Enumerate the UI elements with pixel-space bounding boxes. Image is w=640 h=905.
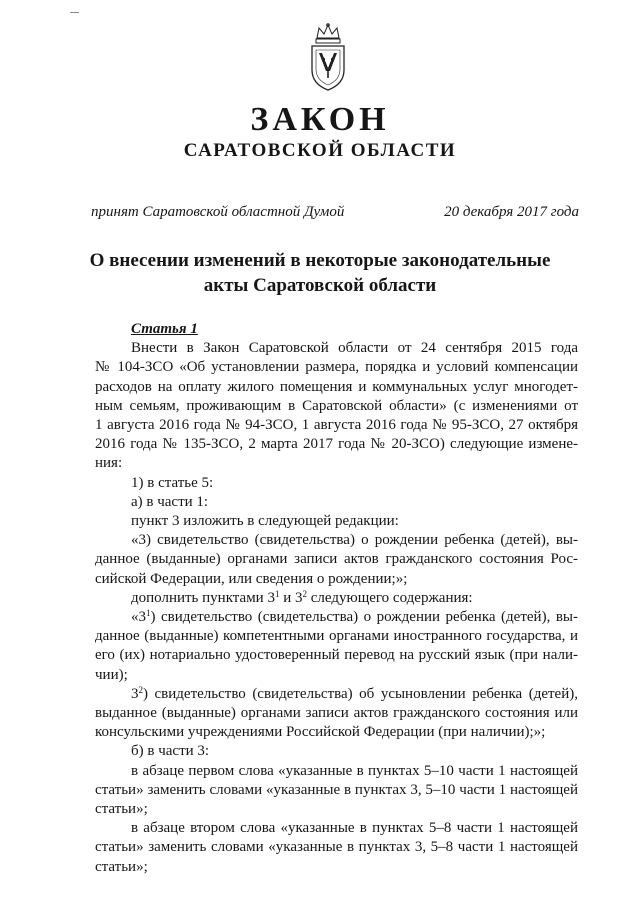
superscript: 1 xyxy=(146,608,151,619)
article-body xyxy=(95,320,578,877)
text-fragment: 3 xyxy=(131,685,139,702)
scan-mark xyxy=(70,12,79,18)
coat-of-arms-emblem xyxy=(303,22,353,92)
text-line: сийской Федерации, или сведения о рождении;»; xyxy=(95,570,408,587)
law-title xyxy=(80,248,560,298)
text-line xyxy=(95,685,578,704)
text-line xyxy=(95,589,578,608)
text-line: в абзаце первом слова «указанные в пунктах 5–10 части 1 настоящей xyxy=(131,762,578,779)
text-fragment: дополнить пунктами 3 xyxy=(131,589,275,606)
text-line: консульскими учреждениями Российской Федерации (при наличии);»; xyxy=(95,724,546,741)
text-line: его (их) нотариально удостоверенный перевод на русский язык (при нали- xyxy=(95,647,578,664)
adoption-date: 20 декабря 2017 года xyxy=(444,204,579,220)
text-line: расходов на оплату жилого помещения и коммунальных услуг многодет- xyxy=(95,378,578,395)
text-line: «3) свидетельство (свидетельства) о рождении ребенка (детей), вы- xyxy=(131,532,578,549)
text-line: 2016 года № 135-ЗСО, 2 марта 2017 года № 20-ЗСО) следующие измене- xyxy=(95,436,578,453)
text-line: чии); xyxy=(95,666,128,683)
text-line: пункт 3 изложить в следующей редакции: xyxy=(131,513,399,530)
text-fragment: «3 xyxy=(131,609,146,626)
text-line: в абзаце втором слова «указанные в пунктах 5–8 части 1 настоящей xyxy=(131,820,578,837)
text-line: 1 августа 2016 года № 94-ЗСО, 1 августа 2016 года № 95-ЗСО, 27 октября xyxy=(95,417,578,434)
text-line: выданное (выданные) органами записи актов гражданского состояния или xyxy=(95,705,578,722)
document-type: ЗАКОН xyxy=(250,101,390,138)
text-fragment: ) свидетельство (свидетельства) о рождении ребенка (детей), вы- xyxy=(150,609,578,626)
text-line: ным семьям, проживающим в Саратовской области» (с изменениями от xyxy=(95,397,578,414)
text-fragment: следующего содержания: xyxy=(310,589,473,606)
text-line: статьи» заменить словами «указанные в пунктах 3, 5–8 части 1 настоящей xyxy=(95,839,578,856)
text-line: а) в части 1: xyxy=(131,493,209,510)
text-line: Внести в Закон Саратовской области от 24 сентября 2015 года xyxy=(131,340,578,357)
text-line: № 104-ЗСО «Об установлении размера, порядка и условий компенсации xyxy=(95,359,578,376)
article-heading: Статья 1 xyxy=(131,321,198,337)
text-line: б) в части 3: xyxy=(131,743,210,760)
text-line: статьи» заменить словами «указанные в пунктах 3, 5–10 части 1 настоящей xyxy=(95,781,578,798)
text-line xyxy=(95,608,578,627)
superscript: 1 xyxy=(274,588,280,599)
text-line: данное (выданные) компетентными органами иностранного государства, и xyxy=(95,628,578,645)
title-line: акты Саратовской области xyxy=(203,275,437,296)
text-line: данное (выданные) органами записи актов гражданского состояния Рос- xyxy=(95,551,578,568)
superscript: 2 xyxy=(138,684,143,695)
text-line: статьи»; xyxy=(95,801,148,818)
title-line: О внесении изменений в некоторые законодательные xyxy=(89,250,551,271)
text-fragment: и 3 xyxy=(279,589,303,606)
region-name: САРАТОВСКОЙ ОБЛАСТИ xyxy=(183,140,457,161)
text-line: статьи»; xyxy=(95,858,148,875)
superscript: 2 xyxy=(302,588,307,599)
adopted-by: принят Саратовской областной Думой xyxy=(91,204,345,220)
text-fragment: ) свидетельство (свидетельства) об усыновлении ребенка (детей), xyxy=(143,685,578,702)
text-line: 1) в статье 5: xyxy=(131,474,214,491)
text-line: ния: xyxy=(95,455,123,472)
